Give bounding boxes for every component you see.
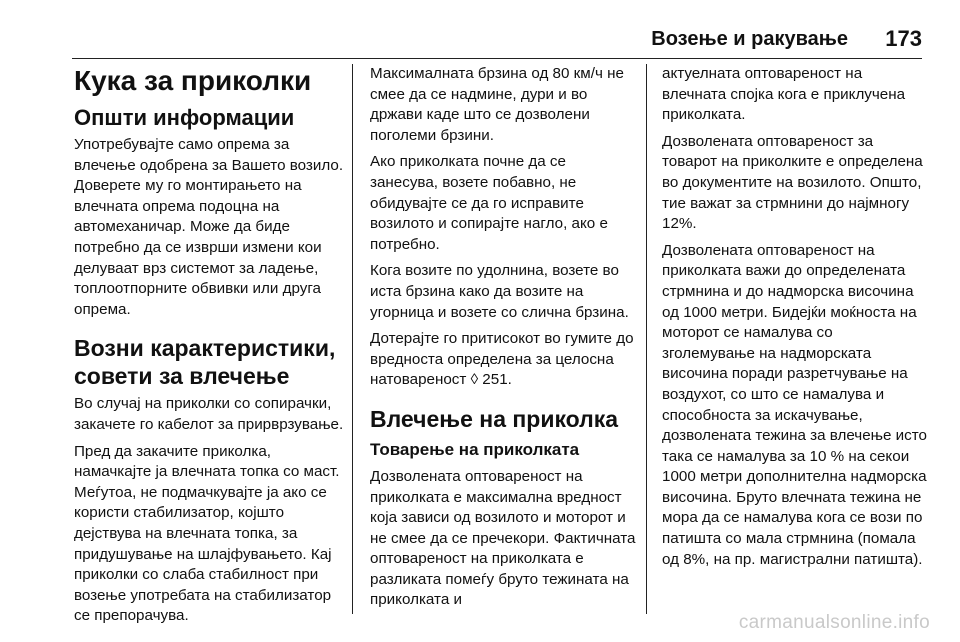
heading-general-info: Општи информации	[74, 105, 295, 130]
section-title: Возење и ракување	[651, 28, 848, 50]
paragraph-tyre-pressure: Дотерајте го притисокот во гумите до вредноста определена за целосна натовареност ◊ 251.	[370, 330, 634, 389]
column-divider-2	[646, 64, 647, 614]
column-2	[370, 64, 636, 612]
paragraph: Кога возите по удолнина, возете во иста брзина како да возите на угорница и возете со слична брзина.	[370, 262, 629, 321]
paragraph: Дозволената оптовареност за товарот на приколките е определена во документите на возилото. Општо, тие важат за стрмнини до најмногу 12%.	[662, 132, 923, 233]
paragraph: Во случај на приколки со сопирачки, закачете го кабелот за прирврзување.	[74, 395, 344, 433]
column-divider-1	[352, 64, 353, 614]
heading-driving-characteristics: Возни карактеристики, совети за влечење	[74, 335, 336, 390]
heading-trailer-loading: Товарење на приколката	[370, 439, 580, 459]
page-number: 173	[885, 26, 922, 51]
heading-trailer-towing: Влечење на приколка	[370, 405, 619, 432]
column-3	[662, 64, 928, 612]
paragraph: Употребувајте само опрема за влечење одобрена за Вашето возило. Доверете му го монтирањето на влечната опрема подоцна на автомеханичар. Може да биде потребно да се изврши измени кои делуваат врз системот за ладење, топлоотпорните обвивки или друга опрема.	[74, 136, 344, 318]
paragraph: Максималната брзина од 80 км/ч не смее да се надмине, дури и во држави каде што се дозволени поголеми брзини.	[370, 65, 624, 144]
chapter-title: Кука за приколки	[74, 65, 312, 96]
watermark: carmanualsonline.info	[738, 612, 930, 633]
paragraph: Пред да закачите приколка, намачкајте ја влечната топка со маст. Меѓутоа, не подмачкувајте ја ако се користи стабилизатор, којшто дејствува на влечната топка, за придушување на шлајфувањето. Кај приколки со слаба стабилност при возење употребата на стабилизатор се препорачува.	[74, 442, 340, 625]
paragraph: Ако приколката почне да се занесува, возете побавно, не обидувајте се да го исправите возилото и сопирајте нагло, ако е потребно.	[370, 153, 608, 253]
page-header	[0, 22, 960, 62]
paragraph: актуелната оптовареност на влечната спојка кога е приклучена приколката.	[662, 65, 906, 124]
paragraph: Дозволената оптовареност на приколката е максимална вредност која зависи од возилото и моторот и не смее да се пречекори. Фактичната оптовареност на приколката е разликата помеѓу бруто тежината на приколката и	[370, 467, 636, 609]
paragraph: Дозволената оптовареност на приколката важи до определената стрмнина и до надморска височина од 1000 метри. Бидејќи моќноста на моторот се намалува со зголемувањe на надморската височина поради разретчувањe на воздухот, со што се намалува и способноста за искачување, дозволената тежина за влечење исто така се намалува за 10 % на секои 1000 метри дополнителна надморска височина. Бруто влечната тежина не мора да се намалува кога се вози по патишта со мала стрмнина (помала од 8%, на пр. магистрални патишта).	[662, 241, 927, 568]
header-divider	[72, 58, 922, 59]
column-1	[74, 64, 350, 625]
